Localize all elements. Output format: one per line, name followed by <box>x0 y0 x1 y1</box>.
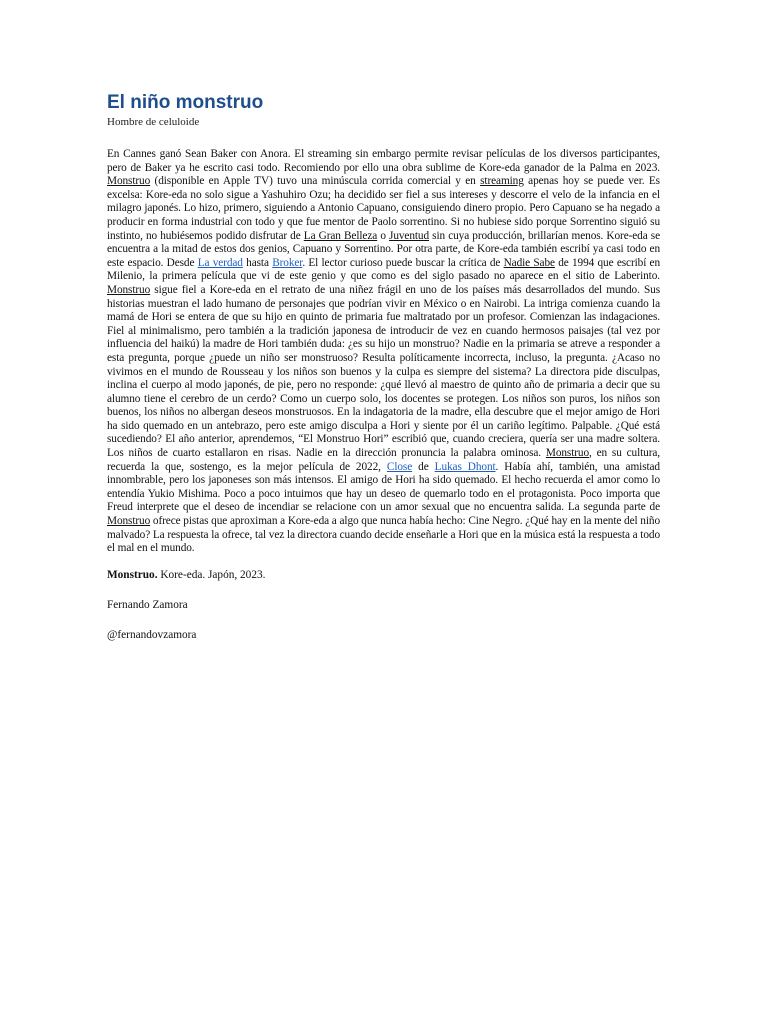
body-text-run: hasta <box>242 256 273 269</box>
film-credits <box>107 568 660 582</box>
underlined-title: Nadie Sabe <box>503 256 555 269</box>
body-text-run: En Cannes ganó Sean Baker con Anora. El streaming sin embargo permite revisar películas de los diversos participantes, pero de Baker ya he escrito casi todo. Recomiendo por ello una obra sublime de Kore-eda ganador de la Palma en 2023. <box>107 148 660 174</box>
credits-film-title: Monstruo. <box>107 568 158 581</box>
body-link[interactable]: Lukas Dhont <box>434 460 496 473</box>
author-handle: @fernandovzamora <box>107 628 197 641</box>
body-text-run: (disponible en Apple TV) tuvo una minúscula corrida comercial y en <box>150 175 481 188</box>
article-body <box>107 148 660 556</box>
article <box>107 92 660 642</box>
article-title: El niño monstruo <box>107 92 264 113</box>
body-text-run: de 1994 que escribí en Milenio, la primera película que vi de este genio y que como es del siglo pasado no aparece en el sitio de Laberinto. <box>107 256 660 283</box>
body-link[interactable]: Close <box>386 460 413 473</box>
body-text-run: ofrece pistas que aproximan a Kore-eda a algo que nunca había hecho: Cine Negro. ¿Qué hay en la mente del niño malvado? La respuesta la ofrece, tal vez la directora cuando decide enseñarle a Hori que en la música está la respuesta a todo el mal en el mundo. <box>107 515 660 555</box>
body-text-run: de <box>412 460 435 473</box>
underlined-title: Juventud <box>389 229 430 242</box>
body-text-run: , en su cultura, recuerda la que, sostengo, es la mejor película de 2022, <box>107 447 660 473</box>
underlined-title: Monstruo <box>107 515 151 528</box>
underlined-title: Monstruo <box>545 447 590 460</box>
body-text-run: . Había ahí, también, una amistad innombrable, pero los japoneses son más intensos. El amigo de Hori ha sido quemado. El hecho recuerda el amor como lo entendía Yukio Mishima. Poco a poco intuimos que hay un deseo de quemarlo todo en el protagonista. Poco importa que Freud interprete que el deseo de incendiar se relacione con un amor sexual que no encuentra salida. La segunda parte de <box>107 460 660 514</box>
body-link[interactable]: Broker <box>272 256 303 269</box>
credits-details: Kore-eda. Japón, 2023. <box>157 568 266 581</box>
author-name: Fernando Zamora <box>107 598 188 611</box>
body-text-run: sigue fiel a Kore-eda en el retrato de una niñez frágil en uno de los países más desarrollados del mundo. Sus historias muestran el lado humano de personajes que podrían vivir en México o en Nairobi. La intriga comienza cuando la mamá de Hori se entera de que su hijo en quinto de primaria fue maltratado por un profesor. Comienzan las indagaciones. Fiel al minimalismo, pero también a la tradición japonesa de introducir de vez en cuando hermosos paisajes (tal vez por influencia del haikú) la madre de Hori también duda: ¿es su hijo un monstruo? Nadie en la primaria se atreve a responder a esta pregunta, porque ¿puede un niño ser monstruoso? Resulta políticamente incorrecta, incluso, la pregunta. ¿Acaso no vivimos en el mundo de Rousseau y los niños son buenos y la culpa es siempre del sistema? La directora pide disculpas, inclina el cuerpo al modo japonés, de pie, pero no responde: ¿qué llevó al maestro de quinto año de primaria a decir que su alumno tiene el cerebro de un cerdo? Como un cuerpo solo, los docentes se protegen. Los niños son puros, los niños son buenos, los niños no albergan deseos monstruosos. En la indagatoria de la madre, ella descubre que el mejor amigo de Hori ha sido quemado en un antebrazo, pero este amigo disculpa a Hori y siente por él un cariño legítimo. Palpable. ¿Qué está sucediendo? El año anterior, aprendemos, “El Monstruo Hori” escribió que, cuando creciera, quería ser una madre soltera. Los niños de cuarto estallaron en risas. Nadie en la dirección pronuncia la palabra ominosa. <box>107 283 660 460</box>
body-link[interactable]: La verdad <box>197 256 243 269</box>
underlined-title: Monstruo <box>107 175 151 188</box>
body-text-run: . El lector curioso puede buscar la crítica de <box>302 256 504 269</box>
underlined-title: La Gran Belleza <box>303 229 378 242</box>
body-text-run: o <box>377 229 390 242</box>
body-text-run: sin cuya producción, brillarían menos. Kore-eda se encuentra a la mitad de estos dos genios, Capuano y Sorrentino. Por otra parte, de Kore-eda también escribí ya casi todo en este espacio. Desde <box>107 229 661 269</box>
underlined-title: streaming <box>480 175 524 188</box>
underlined-title: Monstruo <box>107 283 151 296</box>
body-text-run: apenas hoy se puede ver. Es excelsa: Kore-eda no solo sigue a Yashuhiro Ozu; ha decidido ser fiel a sus intereses y descorre el velo de la infancia en el milagro japonés. Lo hizo, primero, siguiendo a Antonio Capuano, consiguiendo dinero propio. Pero Capuano se ha negado a producir en forma industrial con todo y que fue mentor de Paolo sorrentino. Si no hubiese sido porque Sorrentino siguió su instinto, no hubiésemos podido disfrutar de <box>107 175 660 242</box>
article-subtitle: Hombre de celuloide <box>107 116 200 128</box>
